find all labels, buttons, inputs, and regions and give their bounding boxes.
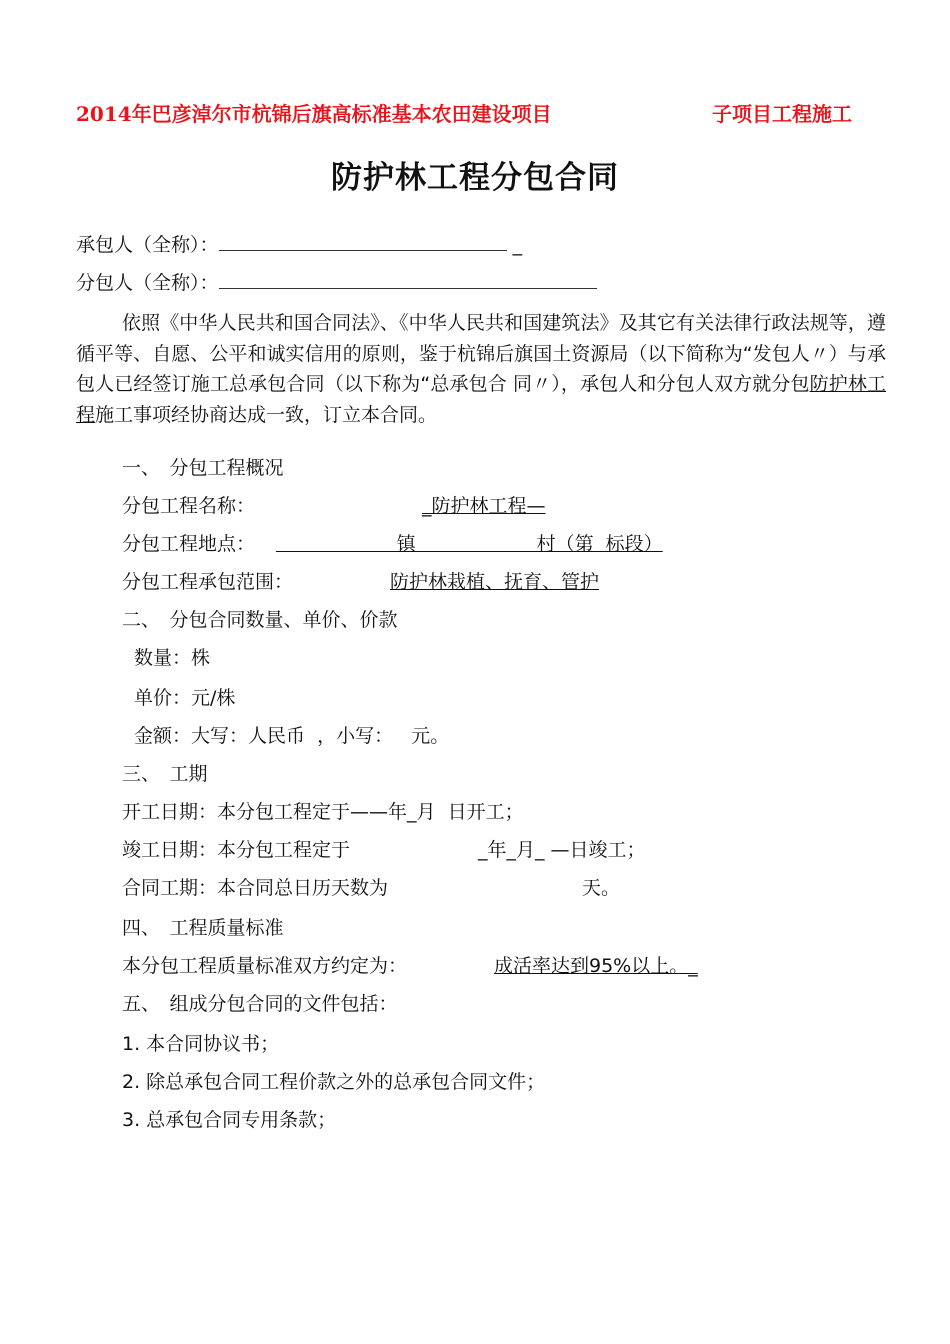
duration-label: 合同工期：本合同总日历天数为 xyxy=(122,877,389,899)
intro-underlined-project: 防护林工程 xyxy=(76,373,886,426)
contractor-label: 承包人（全称）： xyxy=(76,234,219,256)
section-2-heading: 二、 分包合同数量、单价、价款 xyxy=(122,609,398,631)
amount-line: 金额：大写：人民币 ，小写： 元。 xyxy=(134,725,450,747)
quality-standard-label: 本分包工程质量标准双方约定为： xyxy=(122,955,408,977)
project-header: 2014年巴彦淖尔市杭锦后旗高标准基本农田建设项目 xyxy=(76,102,552,126)
finish-date-value: _年_月_ —日竣工； xyxy=(478,839,646,861)
project-location-label: 分包工程地点： xyxy=(122,533,256,555)
project-name-value: _防护林工程— xyxy=(422,495,546,517)
subcontractor-line xyxy=(76,270,597,295)
document-title: 防护林工程分包合同 xyxy=(331,160,619,196)
contractor-line xyxy=(76,232,522,257)
document-list-item: 3. 总承包合同专用条款； xyxy=(122,1109,337,1131)
quality-standard-value: 成活率达到95%以上。_ xyxy=(494,955,698,977)
intro-text-2: 施工事项经协商达成一致，订立本合同。 xyxy=(95,403,438,426)
document-list-item: 2. 除总承包合同工程价款之外的总承包合同文件； xyxy=(122,1071,546,1093)
project-location-value: 镇 村（第 标段） xyxy=(276,533,663,555)
unit-price-line: 单价：元/株 xyxy=(134,687,236,709)
section-5-heading: 五、 组成分包合同的文件包括： xyxy=(122,993,398,1015)
section-4-heading: 四、 工程质量标准 xyxy=(122,917,284,939)
contractor-tail: _ xyxy=(512,234,523,256)
project-scope-value: 防护林栽植、抚育、管护 xyxy=(390,571,600,593)
subcontractor-blank xyxy=(219,270,597,289)
intro-paragraph xyxy=(76,308,886,430)
section-3-heading: 三、 工期 xyxy=(122,763,208,785)
contractor-blank xyxy=(219,232,507,251)
quantity-line: 数量：株 xyxy=(134,647,211,669)
intro-text-1: 依照《中华人民共和国合同法》、《中华人民共和国建筑法》及其它有关法律行政法规等，遵循平等、自愿、公平和诚实信用的原则，鉴于杭锦后旗国土资源局（以下简称为“发包人〃）与承包人已经签订施工总承包合同（以下称为“总承包合 同〃），承包人和分包人双方就分包 xyxy=(76,312,886,395)
document-list-item: 1. 本合同协议书； xyxy=(122,1033,280,1055)
project-name-label: 分包工程名称： xyxy=(122,495,256,517)
duration-value: 天。 xyxy=(582,877,621,899)
section-1-heading: 一、 分包工程概况 xyxy=(122,457,284,479)
finish-date-label: 竣工日期：本分包工程定于 xyxy=(122,839,351,861)
project-scope-label: 分包工程承包范围： xyxy=(122,571,294,593)
start-date-line: 开工日期：本分包工程定于——年_月 日开工； xyxy=(122,801,524,823)
project-header-suffix: 子项目工程施工 xyxy=(712,102,852,126)
subcontractor-label: 分包人（全称）： xyxy=(76,272,219,294)
